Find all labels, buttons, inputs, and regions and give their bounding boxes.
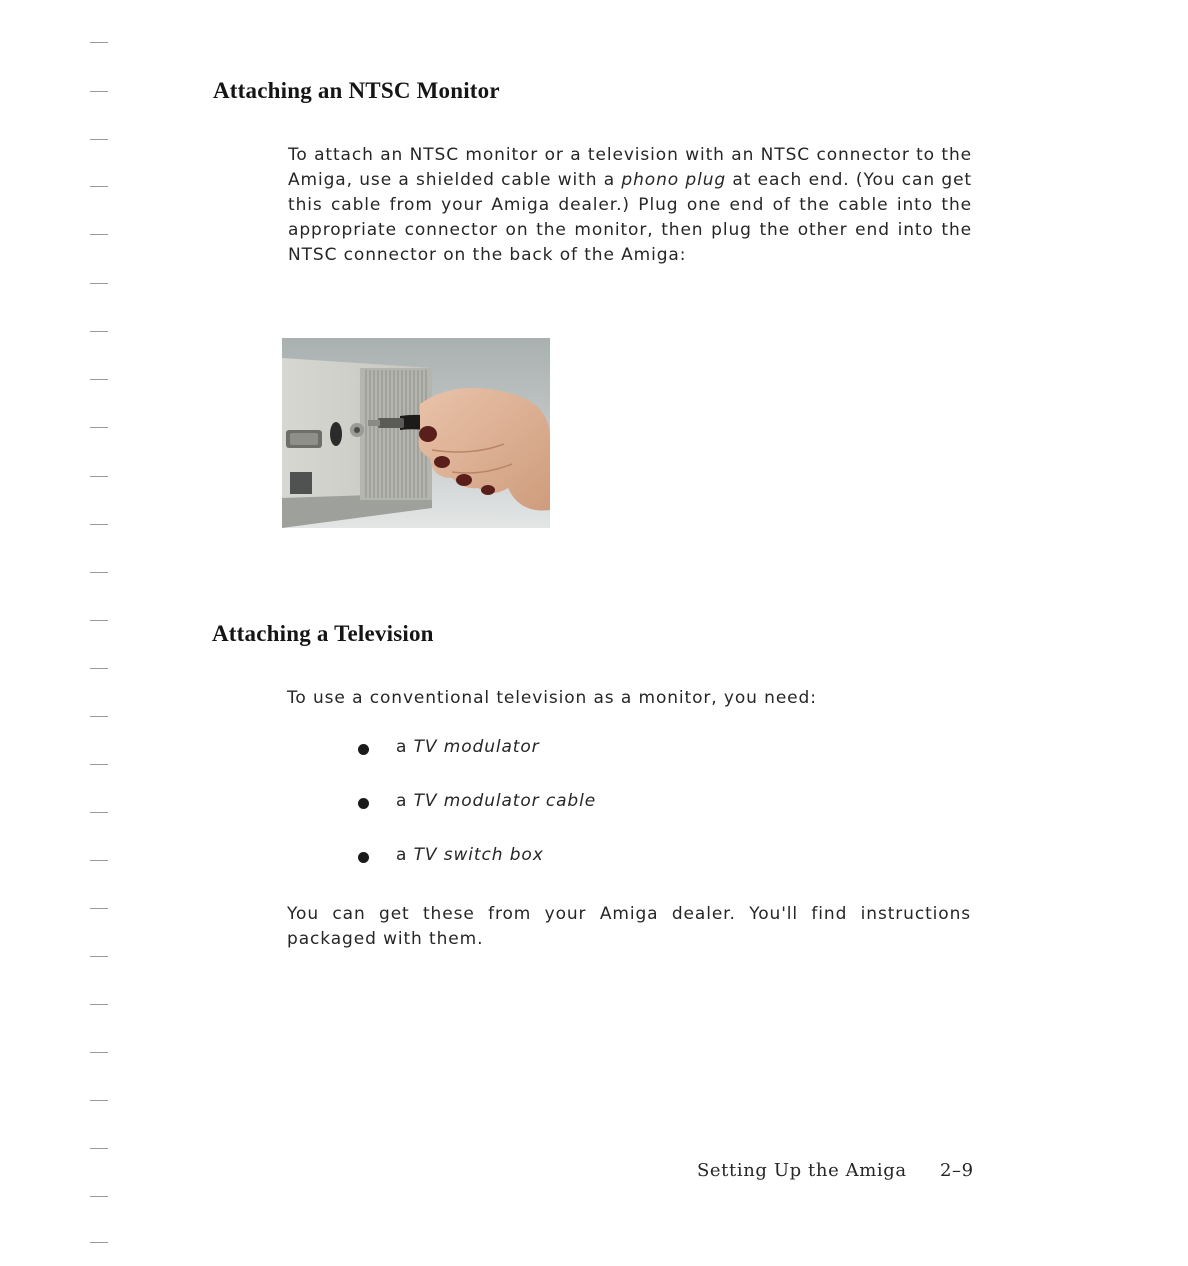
section-heading-television: Attaching a Television [212,621,434,646]
page-number: 2–9 [940,1160,974,1181]
amiga-connector-photo [282,338,550,528]
amiga-connector-illustration [282,338,550,528]
list-item-text [396,845,544,865]
television-outro: You can get these from your Amiga dealer. You'll find instructions packaged with them. [287,904,971,949]
list-item-term: TV switch box [413,845,544,865]
television-intro: To use a conventional television as a monitor, you need: [287,688,817,708]
footer-title: Setting Up the Amiga [697,1160,907,1181]
binding-marks [86,0,116,1266]
ntsc-paragraph-text-start: To attach an NTSC monitor or a television with an NTSC connector to the Amiga, use a shielded cable with a [288,145,972,190]
list-item-prefix: a [396,737,414,757]
list-item-prefix: a [396,845,414,865]
list-item-text [396,791,596,811]
ntsc-paragraph [288,143,972,268]
bullet-icon [358,798,369,809]
phono-plug-term: phono plug [621,170,727,190]
list-item-text [396,737,540,757]
bullet-icon [358,744,369,755]
section-heading-ntsc-monitor: Attaching an NTSC Monitor [213,78,500,103]
ntsc-paragraph-text-end: at each end. (You can get this cable from your Amiga dealer.) Plug one end of the cable into the appropriate connector on the monitor, then plug the other end into the NTSC connector on the back of the Amiga: [288,170,972,265]
bullet-icon [358,852,369,863]
list-item-prefix: a [396,791,414,811]
list-item-term: TV modulator cable [413,791,597,811]
list-item-term: TV modulator [413,737,540,757]
